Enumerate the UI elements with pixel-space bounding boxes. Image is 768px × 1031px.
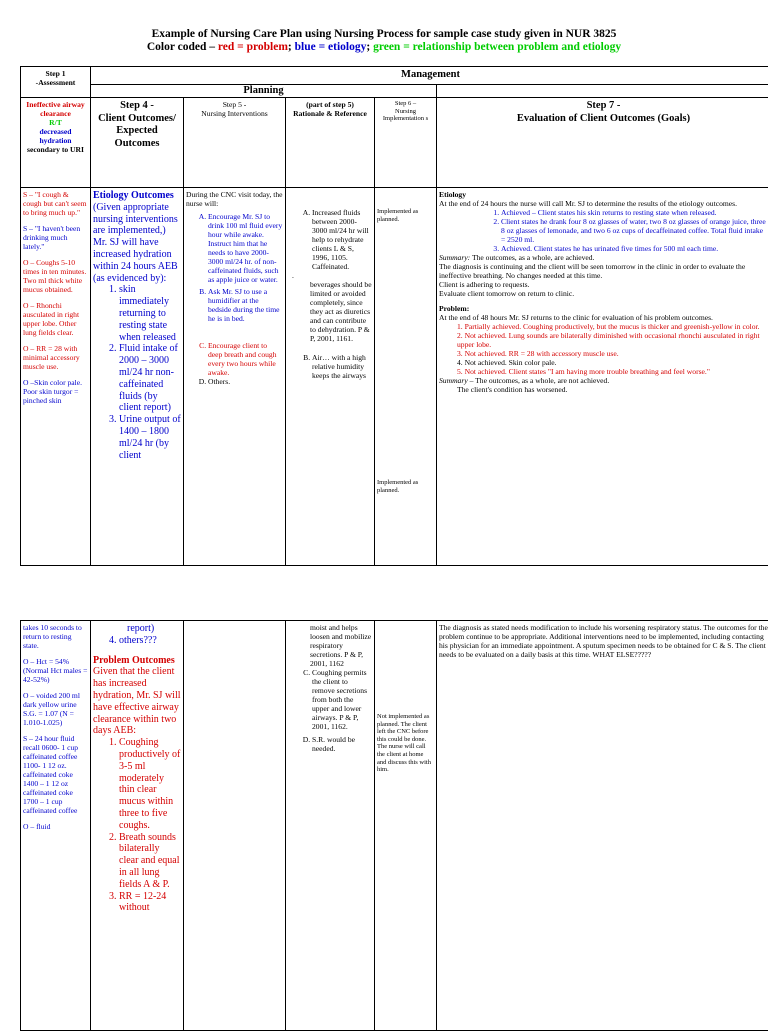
summary-label: Summary: — [439, 253, 470, 262]
assessment-data-cell — [21, 621, 91, 1031]
list-item: B. Air… with a high relative humidity keeps the airways — [312, 353, 372, 380]
outcomes-continued: report) — [93, 623, 181, 635]
planning-blank — [437, 84, 768, 98]
list-item: 2. Breath sounds bilaterally clear and equal in all lung fields A & P. — [119, 832, 181, 891]
diagnosis-secondary: secondary to URI — [23, 145, 88, 154]
problem-eval-list — [439, 322, 768, 376]
summary-etiology — [439, 253, 768, 262]
assessment-item: O – Rhonchi ausculated in right upper lobe. Other lung fields clear. — [23, 301, 88, 337]
problem-outcomes-intro: Given that the client has increased hydration, Mr. SJ will have effective airway clearance within two days AEB: — [93, 666, 181, 737]
legend-prefix: Color coded – — [147, 41, 218, 53]
rationale-subtitle: Rationale & Reference — [288, 109, 372, 118]
step4-header — [91, 98, 184, 188]
interventions-cell — [184, 621, 286, 1031]
eval-adhering: Client is adhering to requests. — [439, 280, 768, 289]
step1-header — [21, 67, 91, 98]
assessment-item: S – "I haven't been drinking much lately." — [23, 224, 88, 251]
list-item: D. S.R. would be needed. — [312, 735, 372, 753]
summary-text: The outcomes, as a whole, are achieved. — [470, 253, 594, 262]
assessment-item: S – "I cough & cough but can't seem to bring much up." — [23, 190, 88, 217]
legend-sep-2: ; — [366, 41, 373, 53]
assessment-item: S – 24 hour fluid recall 0600- 1 cup caffeinated coffee 1100- 1 12 oz. caffeinated coke 1400 – 1 12 oz caffeinated coke 1700 – 1 cup caffeinated coffee — [23, 734, 88, 815]
assessment-data-cell — [21, 188, 91, 566]
assessment-item: O – voided 200 ml dark yellow urine S.G. = 1.07 (N = 1.010-1.025) — [23, 691, 88, 727]
eval-continuing: The diagnosis is continuing and the client will be seen tomorrow in the clinic in order to evaluate the ineffective breathing. No changes needed at this time. — [439, 262, 768, 280]
list-item: 3. RR = 12-24 without — [119, 891, 181, 915]
outcomes-cell — [91, 621, 184, 1031]
care-plan-table-page-1 — [20, 66, 768, 566]
list-item: C. Coughing permits the client to remove secretions from both the upper and lower airways. P & P, 2001, 1162. — [312, 668, 372, 731]
eval-tomorrow: Evaluate client tomorrow on return to clinic. — [439, 289, 768, 298]
implementation-cell — [375, 621, 437, 1031]
problem-outcomes-heading: Problem Outcomes — [93, 655, 181, 667]
rationale-beverages: beverages should be limited or avoided completely, since they act as diuretics and can contribute to dehydration. P & P, 2001, 1161. — [288, 280, 372, 343]
summary-text: – The outcomes, as a whole, are not achieved. — [468, 376, 610, 385]
rationale-list-c — [288, 668, 372, 753]
etiology-outcomes-list — [93, 284, 181, 461]
step7-subtitle: Evaluation of Client Outcomes (Goals) — [439, 113, 768, 126]
assessment-item: takes 10 seconds to return to resting state. — [23, 623, 88, 650]
list-item: C. Encourage client to deep breath and cough every two hours while awake. — [208, 341, 283, 377]
rationale-dot: . — [288, 271, 372, 280]
list-item: 3. Achieved. Client states he has urinated five times for 500 ml each time. — [501, 244, 768, 253]
rationale-cell — [286, 621, 375, 1031]
list-item: 2. Not achieved. Lung sounds are bilaterally diminished with occasional rhonchi ausculated in right upper lobe. — [457, 331, 768, 349]
problem-eval-intro: At the end of 48 hours Mr. SJ returns to the clinic for evaluation of his problem outcomes. — [439, 313, 768, 322]
rationale-title: (part of step 5) — [288, 100, 372, 109]
implementation-note: Implemented as planned. — [377, 208, 434, 223]
step4-subtitle: Client Outcomes/ Expected Outcomes — [93, 113, 181, 151]
problem-outcomes-list — [93, 737, 181, 914]
step5-title: Step 5 - — [186, 100, 283, 109]
diagnosis-relationship: R/T — [23, 118, 88, 127]
summary-problem — [439, 376, 768, 385]
assessment-item: O – Hct = 54% (Normal Hct males = 42-52%) — [23, 657, 88, 684]
step5-header — [184, 98, 286, 188]
rationale-list — [288, 208, 372, 271]
step7-header — [437, 98, 768, 188]
list-item: D. Others. — [208, 377, 283, 386]
rationale-continued: moist and helps loosen and mobilize respiratory secretions. P & P, 2001, 1162 — [288, 623, 372, 668]
list-item: 3. Urine output of 1400 – 1800 ml/24 hr (by client — [119, 414, 181, 461]
document-title: Example of Nursing Care Plan using Nursing Process for sample case study given in NUR 3825 — [0, 28, 768, 40]
outcomes-list-continued — [93, 635, 181, 647]
list-item: 3. Not achieved. RR = 28 with accessory muscle use. — [457, 349, 768, 358]
list-item: 2. Fluid intake of 2000 – 3000 ml/24 hr non-caffeinated fluids (by client report) — [119, 343, 181, 414]
evaluation-continued: The diagnosis as stated needs modification to include his worsening respiratory status. The outcomes for the problem continue to be appropriate. Additional interventions need to be implemented, including contacting his physician for an immediate appointment. A sputum specimen needs to be obtained for C & S. The client needs to be evaluated on a daily basis at this time. WHAT ELSE????? — [439, 623, 768, 659]
list-item: 5. Not achieved. Client states "I am having more trouble breathing and feel worse." — [457, 367, 768, 376]
planning-header: Planning — [91, 84, 437, 98]
care-plan-table-page-2 — [20, 620, 768, 1031]
legend-problem: red = problem — [218, 41, 288, 53]
step4-title: Step 4 - — [93, 100, 181, 113]
etiology-eval-list — [439, 208, 768, 253]
etiology-eval-intro: At the end of 24 hours the nurse will call Mr. SJ to determine the results of the etiology outcomes. — [439, 199, 768, 208]
implementation-note: Implemented as planned. — [377, 479, 434, 494]
list-item: 4. Not achieved. Skin color pale. — [457, 358, 768, 367]
etiology-eval-heading: Etiology — [439, 190, 768, 199]
list-item: B. Ask Mr. SJ to use a humidifier at the bedside during the time he is in bed. — [208, 287, 283, 323]
list-item: 1. skin immediately returning to resting state when released — [119, 284, 181, 343]
interventions-list — [186, 212, 283, 386]
legend-relationship: green = relationship between problem and etiology — [373, 41, 621, 53]
assessment-item: O –Skin color pale. Poor skin turgor = pinched skin — [23, 378, 88, 405]
list-item: 2. Client states he drank four 8 oz glasses of water, two 8 oz glasses of orange juice, three 8 oz glasses of lemonade, and two 6 oz cups of decaffeinated coffee. Total fluid intake = 2520 ml. — [501, 217, 768, 244]
diagnosis-problem: Ineffective airway clearance — [23, 100, 88, 118]
problem-eval-heading: Problem: — [439, 304, 768, 313]
rationale-list-b — [288, 353, 372, 380]
interventions-intro: During the CNC visit today, the nurse will: — [186, 190, 283, 208]
diagnosis-etiology: decreased hydration — [23, 127, 88, 145]
summary-worsened: The client's condition has worsened. — [439, 385, 768, 394]
list-item: A. Encourage Mr. SJ to drink 100 ml fluid every hour while awake. Instruct him that he needs to have 2000-3000 ml/24 hr. of non-caffeinated fluids, such as apple juice or water. — [208, 212, 283, 284]
evaluation-cell — [437, 621, 768, 1031]
legend-sep-1: ; — [288, 41, 295, 53]
evaluation-cell — [437, 188, 768, 566]
step6-subtitle: Nursing Implementation s — [377, 108, 434, 123]
interventions-cell — [184, 188, 286, 566]
implementation-cell — [375, 188, 437, 566]
rationale-header — [286, 98, 375, 188]
assessment-item: O – Coughs 5-10 times in ten minutes. Two ml thick white mucus obtained. — [23, 258, 88, 294]
step1-title: Step 1 — [23, 69, 88, 78]
step6-title: Step 6 – — [377, 100, 434, 108]
list-item: 1. Coughing productively of 3-5 ml moderately thin clear mucus within three to five coughs. — [119, 737, 181, 831]
assessment-item: O – fluid — [23, 822, 88, 831]
outcomes-cell — [91, 188, 184, 566]
list-item: 1. Achieved – Client states his skin returns to resting state when released. — [501, 208, 768, 217]
summary-label: Summary — [439, 376, 468, 385]
list-item: A. Increased fluids between 2000-3000 ml/24 hr will help to rehydrate clients L & S, 1996, 1105. Caffeinated. — [312, 208, 372, 271]
implementation-note: Not implemented as planned. The client left the CNC before this could be done. The nurse will call the client at home and discuss this with him. — [377, 713, 434, 774]
assessment-item: O – RR = 28 with minimal accessory muscle use. — [23, 344, 88, 371]
rationale-cell — [286, 188, 375, 566]
color-legend — [0, 41, 768, 53]
management-header: Management — [91, 67, 768, 85]
step1-subtitle: -Assessment — [23, 78, 88, 87]
legend-etiology: blue = etiology — [295, 41, 367, 53]
etiology-outcomes-intro: (Given appropriate nursing interventions are implemented,) Mr. SJ will have increased hydration within 24 hours AEB (as evidenced by): — [93, 202, 181, 285]
nursing-diagnosis — [21, 98, 91, 188]
step5-subtitle: Nursing Interventions — [186, 109, 283, 118]
list-item: 1. Partially achieved. Coughing productively, but the mucus is thicker and greenish-yellow in color. — [457, 322, 768, 331]
step6-header — [375, 98, 437, 188]
list-item: 4. others??? — [119, 635, 181, 647]
step7-title: Step 7 - — [439, 100, 768, 113]
etiology-outcomes-heading: Etiology Outcomes — [93, 190, 181, 202]
